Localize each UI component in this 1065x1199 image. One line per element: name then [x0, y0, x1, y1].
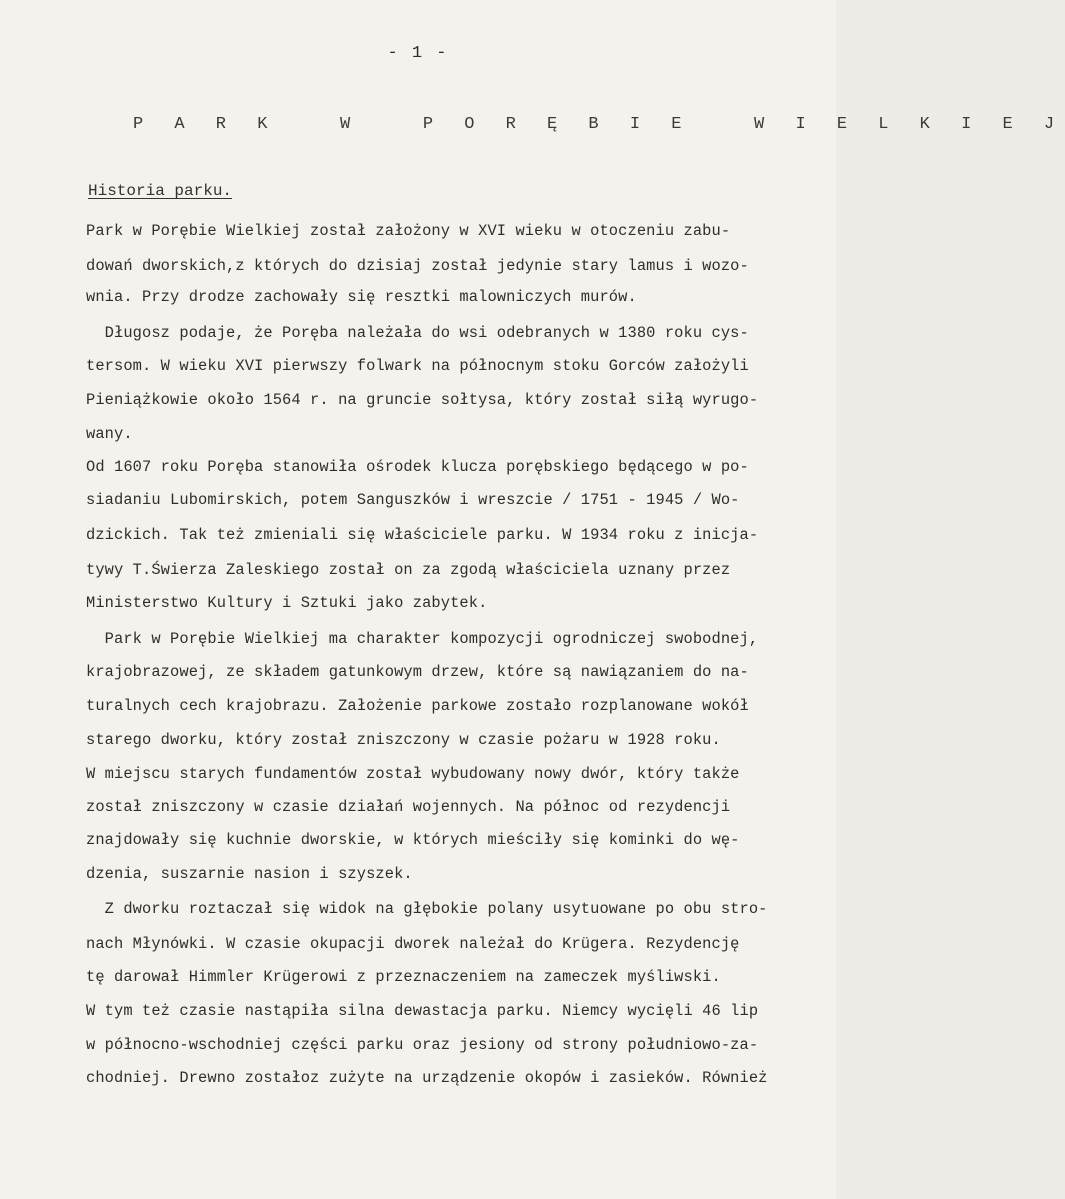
document-title: P A R K W P O R Ę B I E W I E L K I E J — [133, 115, 1065, 134]
text-line: chodniej. Drewno zostałoz zużyte na urządzenie okopów i zasieków. Również — [86, 1069, 768, 1087]
text-line: wany. — [86, 425, 133, 443]
text-line: Ministerstwo Kultury i Sztuki jako zabytek. — [86, 594, 488, 612]
text-line: dzickich. Tak też zmieniali się właściciele parku. W 1934 roku z inicja- — [86, 526, 759, 544]
text-line: tersom. W wieku XVI pierwszy folwark na północnym stoku Gorców założyli — [86, 357, 749, 375]
text-line: siadaniu Lubomirskich, potem Sanguszków i wreszcie / 1751 - 1945 / Wo- — [86, 491, 740, 509]
text-line: tę darował Himmler Krügerowi z przeznaczeniem na zameczek myśliwski. — [86, 968, 721, 986]
text-line: w północno-wschodniej części parku oraz jesiony od strony południowo-za- — [86, 1036, 759, 1054]
text-line: W miejscu starych fundamentów został wybudowany nowy dwór, który także — [86, 765, 740, 783]
text-line: dzenia, suszarnie nasion i szyszek. — [86, 865, 413, 883]
text-line: turalnych cech krajobrazu. Założenie parkowe zostało rozplanowane wokół — [86, 697, 749, 715]
text-line: Z dworku roztaczał się widok na głębokie polany usytuowane po obu stro- — [86, 900, 768, 918]
text-line: Park w Porębie Wielkiej ma charakter kompozycji ogrodniczej swobodnej, — [86, 630, 759, 648]
text-line: Długosz podaje, że Poręba należała do wsi odebranych w 1380 roku cys- — [86, 324, 749, 342]
section-heading: Historia parku. — [88, 182, 233, 200]
text-line: tywy T.Świerza Zaleskiego został on za zgodą właściciela uznany przez — [86, 561, 731, 579]
text-line: znajdowały się kuchnie dworskie, w których mieściły się kominki do wę- — [86, 831, 740, 849]
text-line: Park w Porębie Wielkiej został założony w XVI wieku w otoczeniu zabu- — [86, 222, 731, 240]
text-line: W tym też czasie nastąpiła silna dewastacja parku. Niemcy wycięli 46 lip — [86, 1002, 759, 1020]
text-line: starego dworku, który został zniszczony w czasie pożaru w 1928 roku. — [86, 731, 721, 749]
text-line: krajobrazowej, ze składem gatunkowym drzew, które są nawiązaniem do na- — [86, 663, 749, 681]
text-line: Od 1607 roku Poręba stanowiła ośrodek klucza porębskiego będącego w po- — [86, 458, 749, 476]
text-line: Pieniążkowie około 1564 r. na gruncie sołtysa, który został siłą wyrugo- — [86, 391, 759, 409]
page-number: - 1 - — [387, 44, 449, 63]
text-line: wnia. Przy drodze zachowały się resztki malowniczych murów. — [86, 288, 637, 306]
text-line: nach Młynówki. W czasie okupacji dworek należał do Krügera. Rezydencję — [86, 935, 740, 953]
text-line: został zniszczony w czasie działań wojennych. Na północ od rezydencji — [86, 798, 731, 816]
text-line: dowań dworskich,z których do dzisiaj został jedynie stary lamus i wozo- — [86, 257, 749, 275]
